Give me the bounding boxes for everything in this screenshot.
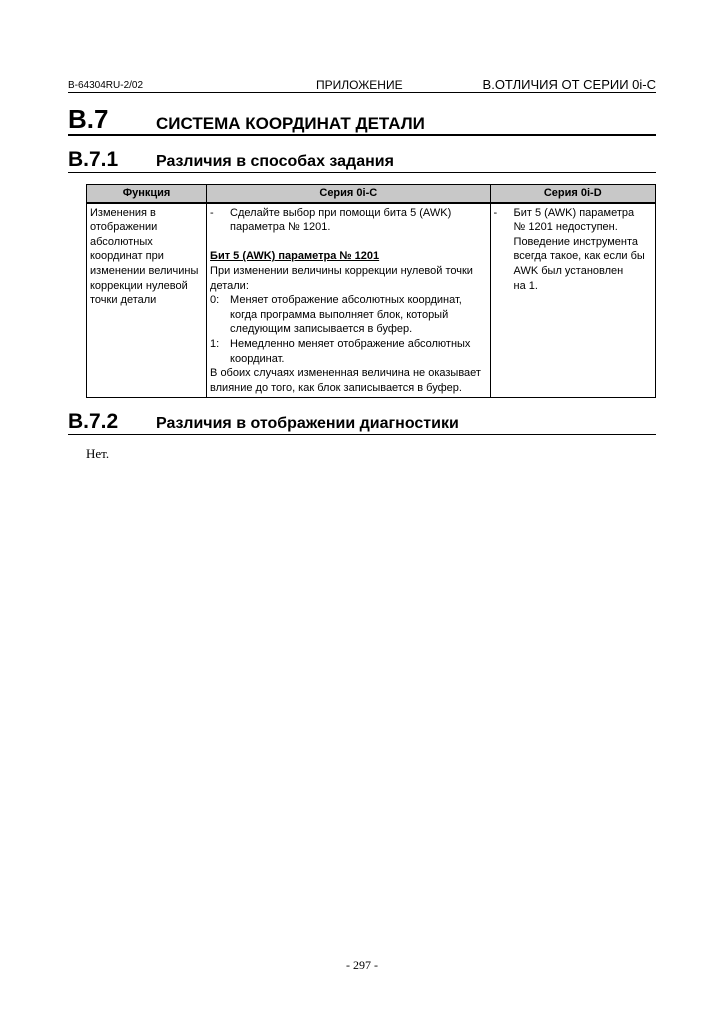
subsection-title-1: Различия в способах задания [156, 153, 394, 170]
function-line: Изменения в [90, 206, 156, 219]
subsection-number-1: B.7.1 [68, 148, 119, 171]
section-number: B.7 [68, 104, 109, 134]
intro-line: детали: [210, 279, 249, 292]
cell-series-d [490, 203, 655, 398]
intro-line: При изменении величины коррекции нулевой точки [210, 264, 473, 277]
section-title: СИСТЕМА КООРДИНАТ ДЕТАЛИ [156, 114, 425, 133]
option-line: Немедленно меняет отображение абсолютных [230, 337, 471, 350]
item-line: всегда такое, как если бы [513, 250, 645, 263]
appendix-label: ПРИЛОЖЕНИЕ [316, 78, 403, 92]
table-header-row [87, 185, 656, 203]
list-item [494, 206, 652, 294]
item-line: AWK был установлен [513, 264, 624, 277]
option-line: Меняет отображение абсолютных координат, [230, 294, 462, 307]
option-line: когда программа выполняет блок, который [230, 308, 449, 321]
item-mark: - [493, 206, 498, 219]
function-line: коррекции нулевой [90, 279, 188, 292]
table-row [87, 203, 656, 398]
option-mark-1: 1: [210, 337, 220, 350]
header-series-c: Серия 0i-C [207, 185, 490, 203]
section-label: B.ОТЛИЧИЯ ОТ СЕРИИ 0i-C [482, 77, 656, 92]
subsection-heading-2 [68, 410, 656, 435]
list-item [210, 337, 486, 366]
subsection-number-2: B.7.2 [68, 410, 119, 433]
function-line: абсолютных [90, 235, 153, 248]
cell-series-c [207, 203, 490, 398]
section-heading [68, 104, 656, 136]
function-line: отображении [90, 221, 158, 234]
comparison-table [86, 184, 656, 398]
item-line: на 1. [513, 279, 538, 292]
param-title: Бит 5 (AWK) параметра № 1201 [210, 250, 380, 263]
item-line: параметра № 1201. [230, 221, 331, 234]
item-line: Бит 5 (AWK) параметра [513, 206, 635, 219]
function-line: изменении величины [90, 264, 199, 277]
subsection-heading-1 [68, 148, 656, 173]
header-function: Функция [87, 185, 207, 203]
spacer [210, 235, 486, 250]
page-number: - 297 - [346, 958, 378, 972]
function-line: точки детали [90, 294, 157, 307]
function-line: координат при [90, 250, 164, 263]
item-line: № 1201 недоступен. [513, 221, 618, 234]
list-item [210, 293, 486, 337]
document-code: B-64304RU-2/02 [68, 80, 144, 91]
cell-function [87, 203, 207, 398]
item-mark: - [210, 206, 214, 219]
page-header [68, 76, 656, 93]
body-text: Нет. [86, 446, 110, 461]
note-line: влияние до того, как блок записывается в буфер. [210, 381, 462, 394]
item-line: Сделайте выбор при помощи бита 5 (AWK) [230, 206, 452, 219]
header-series-d: Серия 0i-D [490, 185, 655, 203]
option-line: следующим записывается в буфер. [230, 323, 413, 336]
option-line: координат. [230, 352, 285, 365]
subsection-title-2: Различия в отображении диагностики [156, 415, 459, 432]
item-line: Поведение инструмента [513, 235, 638, 248]
list-item [210, 206, 486, 235]
note-line: В обоих случаях измененная величина не оказывает [210, 367, 481, 380]
option-mark-0: 0: [210, 294, 220, 307]
